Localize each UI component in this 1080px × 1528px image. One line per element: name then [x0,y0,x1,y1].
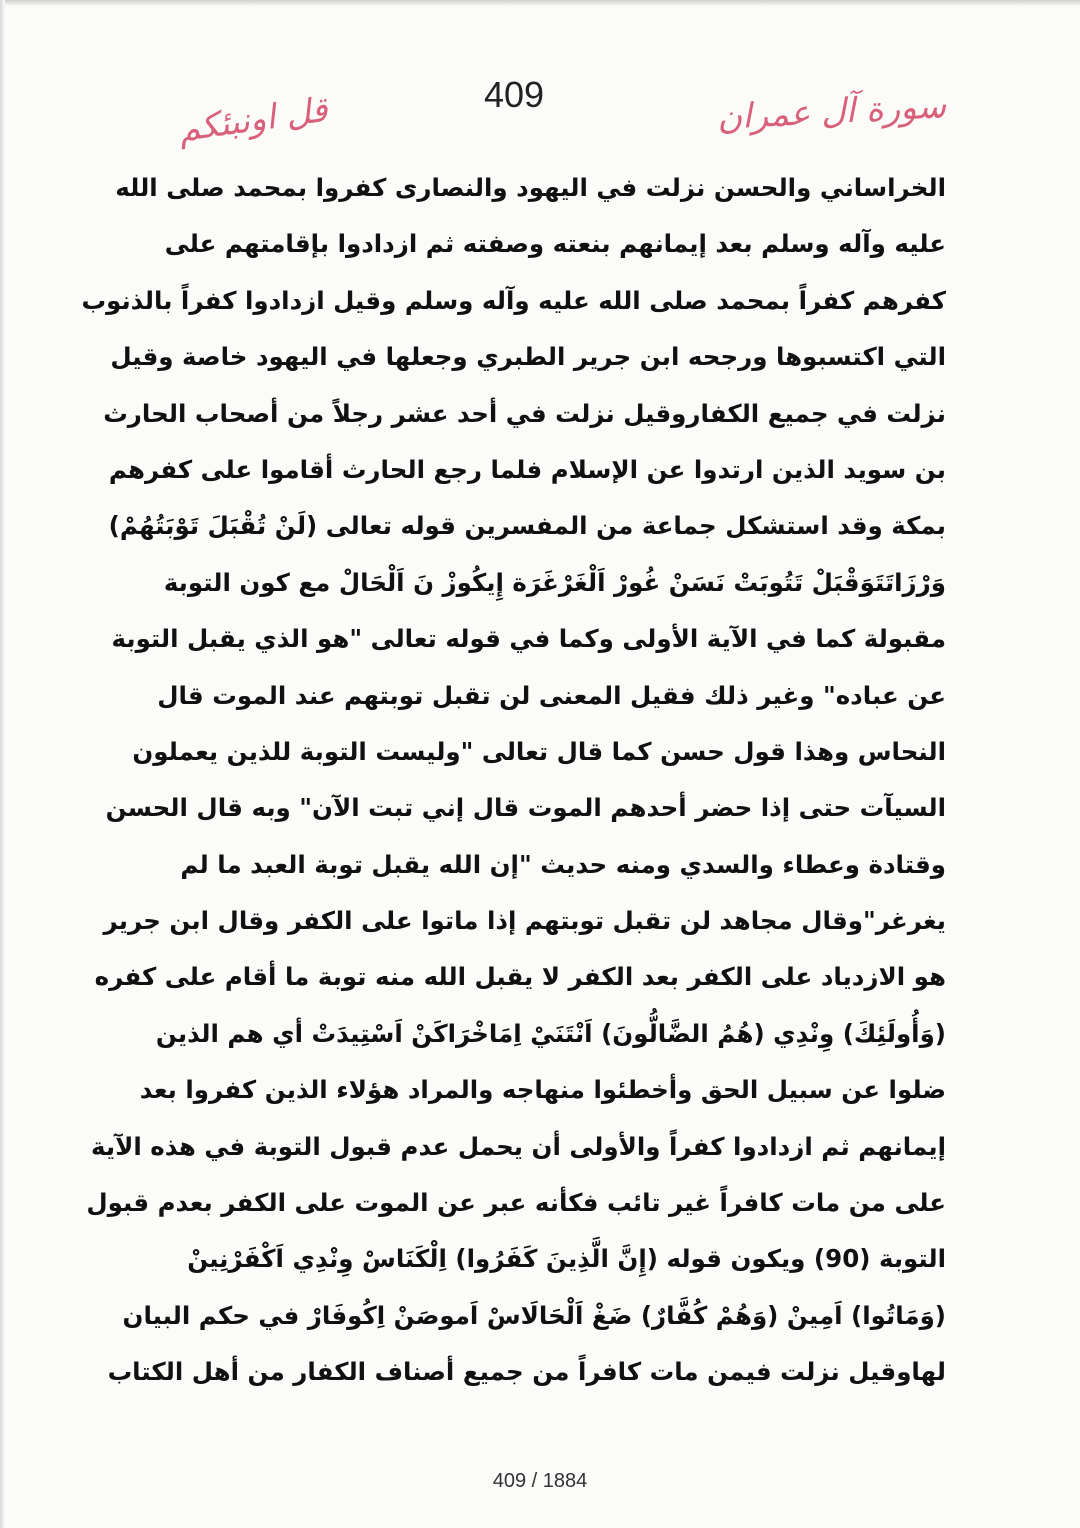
page-number: 409 [483,74,545,115]
text-line: لهاوقيل نزلت فيمن مات كافراً من جميع أصناف الكفار من أهل الكتاب [107,1357,946,1387]
text-line: ضلوا عن سبيل الحق وأخطئوا منهاجه والمراد هؤلاء الذين كفروا بعد [139,1075,946,1105]
page-counter: 409 / 1884 [492,1470,588,1492]
text-line: هو الازدياد على الكفر بعد الكفر لا يقبل الله منه توبة ما أقام على كفره [94,962,946,992]
text-line: الخراساني والحسن نزلت في اليهود والنصارى كفروا بمحمد صلى الله [115,173,946,202]
text-line: وَرْزَاتَتَوَقْبَلْ تَتُوبَتْ نَسَنْ غُورْ اَلْغَرْغَرَة إِيكُوزْ نَ اَلْحَالْ مع كون التوبة [163,567,946,597]
text-line: بمكة وقد استشكل جماعة من المفسرين قوله تعالى (لَنْ تُقْبَلَ تَوْبَتُهُمْ) [108,511,946,541]
text-line: عن عباده" وغير ذلك فقيل المعنى لن تقبل توبتهم عند الموت قال [157,680,946,710]
text-line: إيمانهم ثم ازدادوا كفراً والأولى أن يحمل عدم قبول التوبة في هذه الآية [91,1131,946,1161]
text-line: يغرغر"وقال مجاهد لن تقبل توبتهم إذا ماتوا على الكفر وقال ابن جرير [103,906,946,936]
text-line: بن سويد الذين ارتدوا عن الإسلام فلما رجع الحارث أقاموا على كفرهم [108,454,946,484]
body-text [81,160,946,1401]
text-line: (وَأُولَئِكَ) وِنْدِي (هُمُ الضَّالُّونَ) اَنْتَنَيْ اِمَاخْرَاكَنْ اَسْتِيدَتْ أي هم الذين [155,1018,946,1048]
text-line: السيآت حتى إذا حضر أحدهم الموت قال إني تبت الآن" وبه قال الحسن [105,793,946,823]
text-line: كفرهم كفراً بمحمد صلى الله عليه وآله وسلم وقيل ازدادوا كفراً بالذنوب [81,285,946,315]
text-line: عليه وآله وسلم بعد إيمانهم بنعته وصفته ثم ازدادوا بإقامتهم على [164,229,946,259]
text-line: التوبة (90) ويكون قوله (إِنَّ الَّذِينَ كَفَرُوا) اِلْكَنَاسْ وِنْدِي اَكْفَرْنِينْ [187,1244,946,1274]
handwritten-note-right: سورة آل عمران [715,86,947,138]
text-line: وقتادة وعطاء والسدي ومنه حديث "إن الله يقبل توبة العبد ما لم [180,849,946,879]
text-line: مقبولة كما في الآية الأولى وكما في قوله تعالى "هو الذي يقبل التوبة [111,624,946,654]
text-line: على من مات كافراً غير تائب فكأنه عبر عن الموت على الكفر بعدم قبول [86,1188,946,1218]
scan-edge-top [0,0,1080,6]
text-line: التي اكتسبوها ورجحه ابن جرير الطبري وجعلها في اليهود خاصة وقيل [110,342,946,372]
scan-edge-left [0,0,5,1528]
handwritten-note-left: قل اونبئكم [175,89,331,151]
text-line: النحاس وهذا قول حسن كما قال تعالى "وليست التوبة للذين يعملون [132,736,946,766]
text-line: (وَمَاتُوا) اَمِينْ (وَهُمْ كُفَّارٌ) ضَغْ اَلْحَالَاسْ اَموصَنْ اِكُوفَارْ في حكم البيان [122,1300,946,1330]
text-line: نزلت في جميع الكفاروقيل نزلت في أحد عشر رجلاً من أصحاب الحارث [103,398,946,428]
